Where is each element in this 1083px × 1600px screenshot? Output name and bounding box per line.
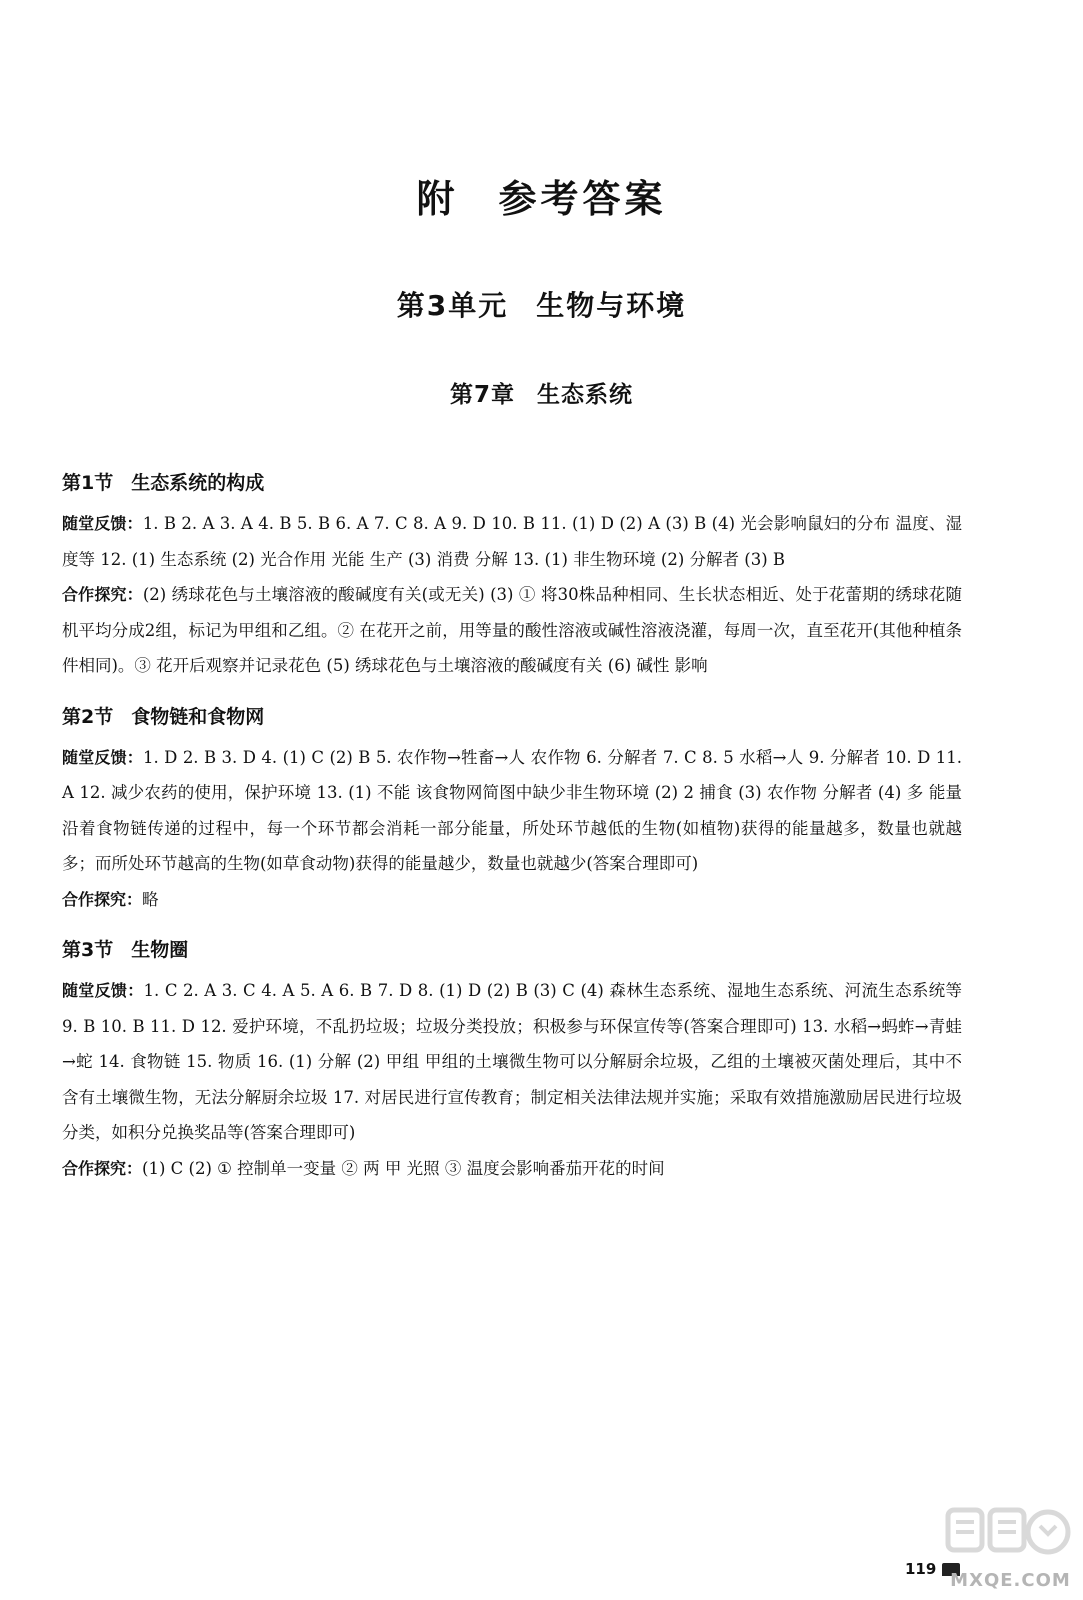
section-heading	[62, 935, 962, 965]
feedback-text: 1. C 2. A 3. C 4. A 5. A 6. B 7. D 8. (1) D (2) B (3) C (4) 森林生态系统、湿地生态系统、河流生态系统等 9. B 10. B 11. D 12. 爱护环境，不乱扔垃圾；垃圾分类投放；积极参与环保宣传等(答案合理即可) 13. 水稻→蚂蚱→青蛙→蛇 14. 食物链 15. 物质 16. (1) 分解 (2) 甲组 甲组的土壤微生物可以分解厨余垃圾，乙组的土壤被灭菌处理后，其中不含有土壤微生物，无法分解厨余垃圾 17. 对居民进行宣传教育；制定相关法律法规并实施；采取有效措施激励居民进行垃圾分类，如积分兑换奖品等(答案合理即可)	[62, 981, 962, 1142]
unit-prefix: 第3单元	[396, 289, 509, 322]
section-heading	[62, 468, 962, 498]
chapter-name: 生态系统	[537, 382, 633, 408]
section-title: 生态系统的构成	[131, 472, 265, 494]
chapter-prefix: 第7章	[449, 382, 515, 408]
section-number: 第3节	[62, 939, 114, 961]
feedback-label: 随堂反馈：	[62, 981, 144, 1000]
explore-text: 略	[142, 889, 159, 909]
explore-text: (2) 绣球花色与土壤溶液的酸碱度有关(或无关) (3) ① 将30株品种相同、生长状态相近、处于花蕾期的绣球花随机平均分成2组，标记为甲组和乙组。② 在花开之前，用等量的酸性溶液或碱性溶液浇灌，每周一次，直至花开(其他种植条件相同)。③ 花开后观察并记录花色 (5) 绣球花色与土壤溶液的酸碱度有关 (6) 碱性 影响	[62, 585, 962, 675]
section-2	[62, 702, 962, 918]
feedback-text: 1. B 2. A 3. A 4. B 5. B 6. A 7. C 8. A 9. D 10. B 11. (1) D (2) A (3) B (4) 光会影响鼠妇的分布 温度、湿度等 12. (1) 生态系统 (2) 光合作用 光能 生产 (3) 消费 分解 13. (1) 非生物环境 (2) 分解者 (3) B	[62, 514, 962, 569]
explore-answers	[62, 1151, 962, 1187]
feedback-label: 随堂反馈：	[62, 514, 143, 533]
feedback-answers	[62, 740, 962, 882]
section-number: 第1节	[62, 472, 114, 494]
unit-title	[0, 284, 1083, 324]
unit-name: 生物与环境	[536, 289, 687, 322]
chapter-title	[0, 376, 1083, 409]
section-title: 食物链和食物网	[131, 705, 265, 728]
watermark-url: MXQE.COM	[950, 1570, 1071, 1591]
page-number: 119	[905, 1560, 937, 1578]
section-3	[62, 935, 962, 1186]
section-heading	[62, 702, 962, 732]
explore-text: (1) C (2) ① 控制单一变量 ② 两 甲 光照 ③ 温度会影响番茄开花的时间	[142, 1158, 665, 1178]
feedback-text: 1. D 2. B 3. D 4. (1) C (2) B 5. 农作物→牲畜→人 农作物 6. 分解者 7. C 8. 5 水稻→人 9. 分解者 10. D 11. A 12. 减少农药的使用，保护环境 13. (1) 不能 该食物网简图中缺少非生物环境 (2) 2 捕食 (3) 农作物 分解者 (4) 多 能量沿着食物链传递的过程中，每一个环节都会消耗一部分能量，所处环节越低的生物(如植物)获得的能量越多，数量也就越多；而所处环节越高的生物(如草食动物)获得的能量越少，数量也就越少(答案合理即可)	[62, 747, 962, 873]
section-number: 第2节	[62, 705, 114, 728]
explore-label: 合作探究：	[62, 889, 143, 909]
section-1	[62, 468, 962, 684]
explore-label: 合作探究：	[62, 585, 143, 604]
answer-content	[62, 468, 962, 1204]
feedback-answers	[62, 506, 962, 577]
explore-answers	[62, 882, 962, 918]
section-title: 生物圈	[131, 939, 189, 961]
feedback-label: 随堂反馈：	[62, 747, 143, 767]
feedback-answers	[62, 973, 962, 1151]
appendix-prefix: 附	[416, 177, 459, 221]
appendix-name: 参考答案	[498, 177, 667, 221]
appendix-title	[0, 168, 1083, 223]
explore-answers	[62, 577, 962, 684]
explore-label: 合作探究：	[62, 1158, 143, 1178]
